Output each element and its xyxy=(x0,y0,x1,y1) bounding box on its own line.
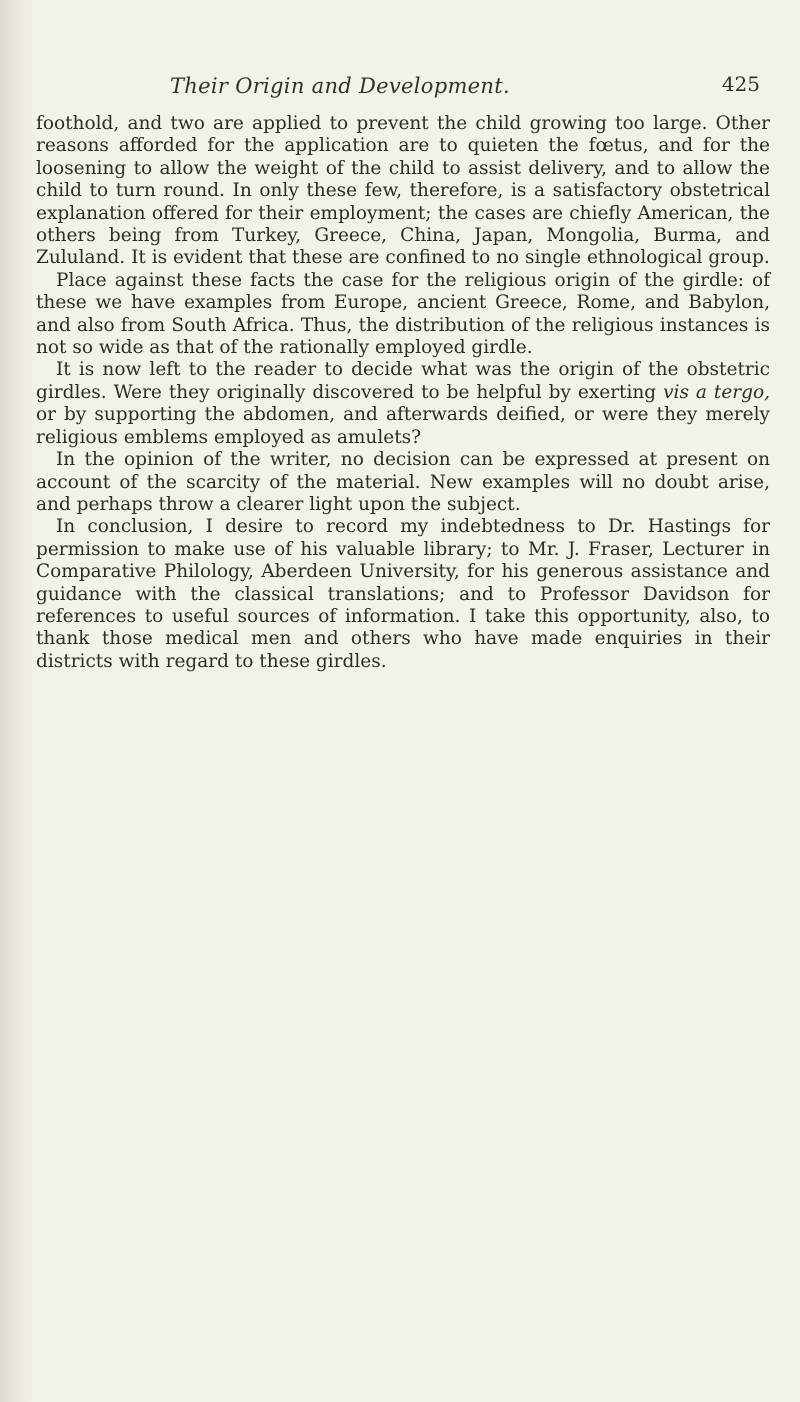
paragraph-reader-decide-before: It is now left to the reader to decide what was the origin of the obstetric girdles. Were they originally discovered to be helpful by exerting xyxy=(36,359,770,403)
body-text xyxy=(36,113,770,673)
paragraph-acknowledgements: In conclusion, I desire to record my indebtedness to Dr. Hastings for permission to make use of his valuable library; to Mr. J. Fraser, Lecturer in Comparative Philology, Aberdeen University, for his generous assistance and guidance with the classical translations; and to Professor Davidson for references to useful sources of information. I take this opportunity, also, to thank those medical men and others who have made enquiries in their districts with regard to these girdles. xyxy=(36,516,770,672)
paragraph-foothold: foothold, and two are applied to prevent the child growing too large. Other reasons afforded for the application are to quieten the fœtus, and for the loosening to allow the weight of the child to assist delivery, and to allow the child to turn round. In only these few, therefore, is a satisfactory obstetrical explanation offered for their employment; the cases are chiefly American, the others being from Turkey, Greece, China, Japan, Mongolia, Burma, and Zululand. It is evident that these are confined to no single ethnological group. xyxy=(36,113,770,269)
page-number: 425 xyxy=(721,72,760,96)
page-header xyxy=(40,70,760,110)
paragraph-reader-decide xyxy=(36,359,770,449)
paragraph-reader-decide-after: or by supporting the abdomen, and afterwards deified, or were they merely religious emblems employed as amulets? xyxy=(36,404,770,448)
latin-phrase: vis a tergo, xyxy=(663,381,770,403)
paragraph-writer-opinion: In the opinion of the writer, no decision can be expressed at present on account of the scarcity of the material. New examples will no doubt arise, and perhaps throw a clearer light upon the subject. xyxy=(36,449,770,515)
paragraph-religious-origin: Place against these facts the case for the religious origin of the girdle: of these we have examples from Europe, ancient Greece, Rome, and Babylon, and also from South Africa. Thus, the distribution of the religious instances is not so wide as that of the rationally employed girdle. xyxy=(36,269,770,359)
running-head: Their Origin and Development. xyxy=(170,74,510,98)
spine-shadow xyxy=(0,0,28,1402)
